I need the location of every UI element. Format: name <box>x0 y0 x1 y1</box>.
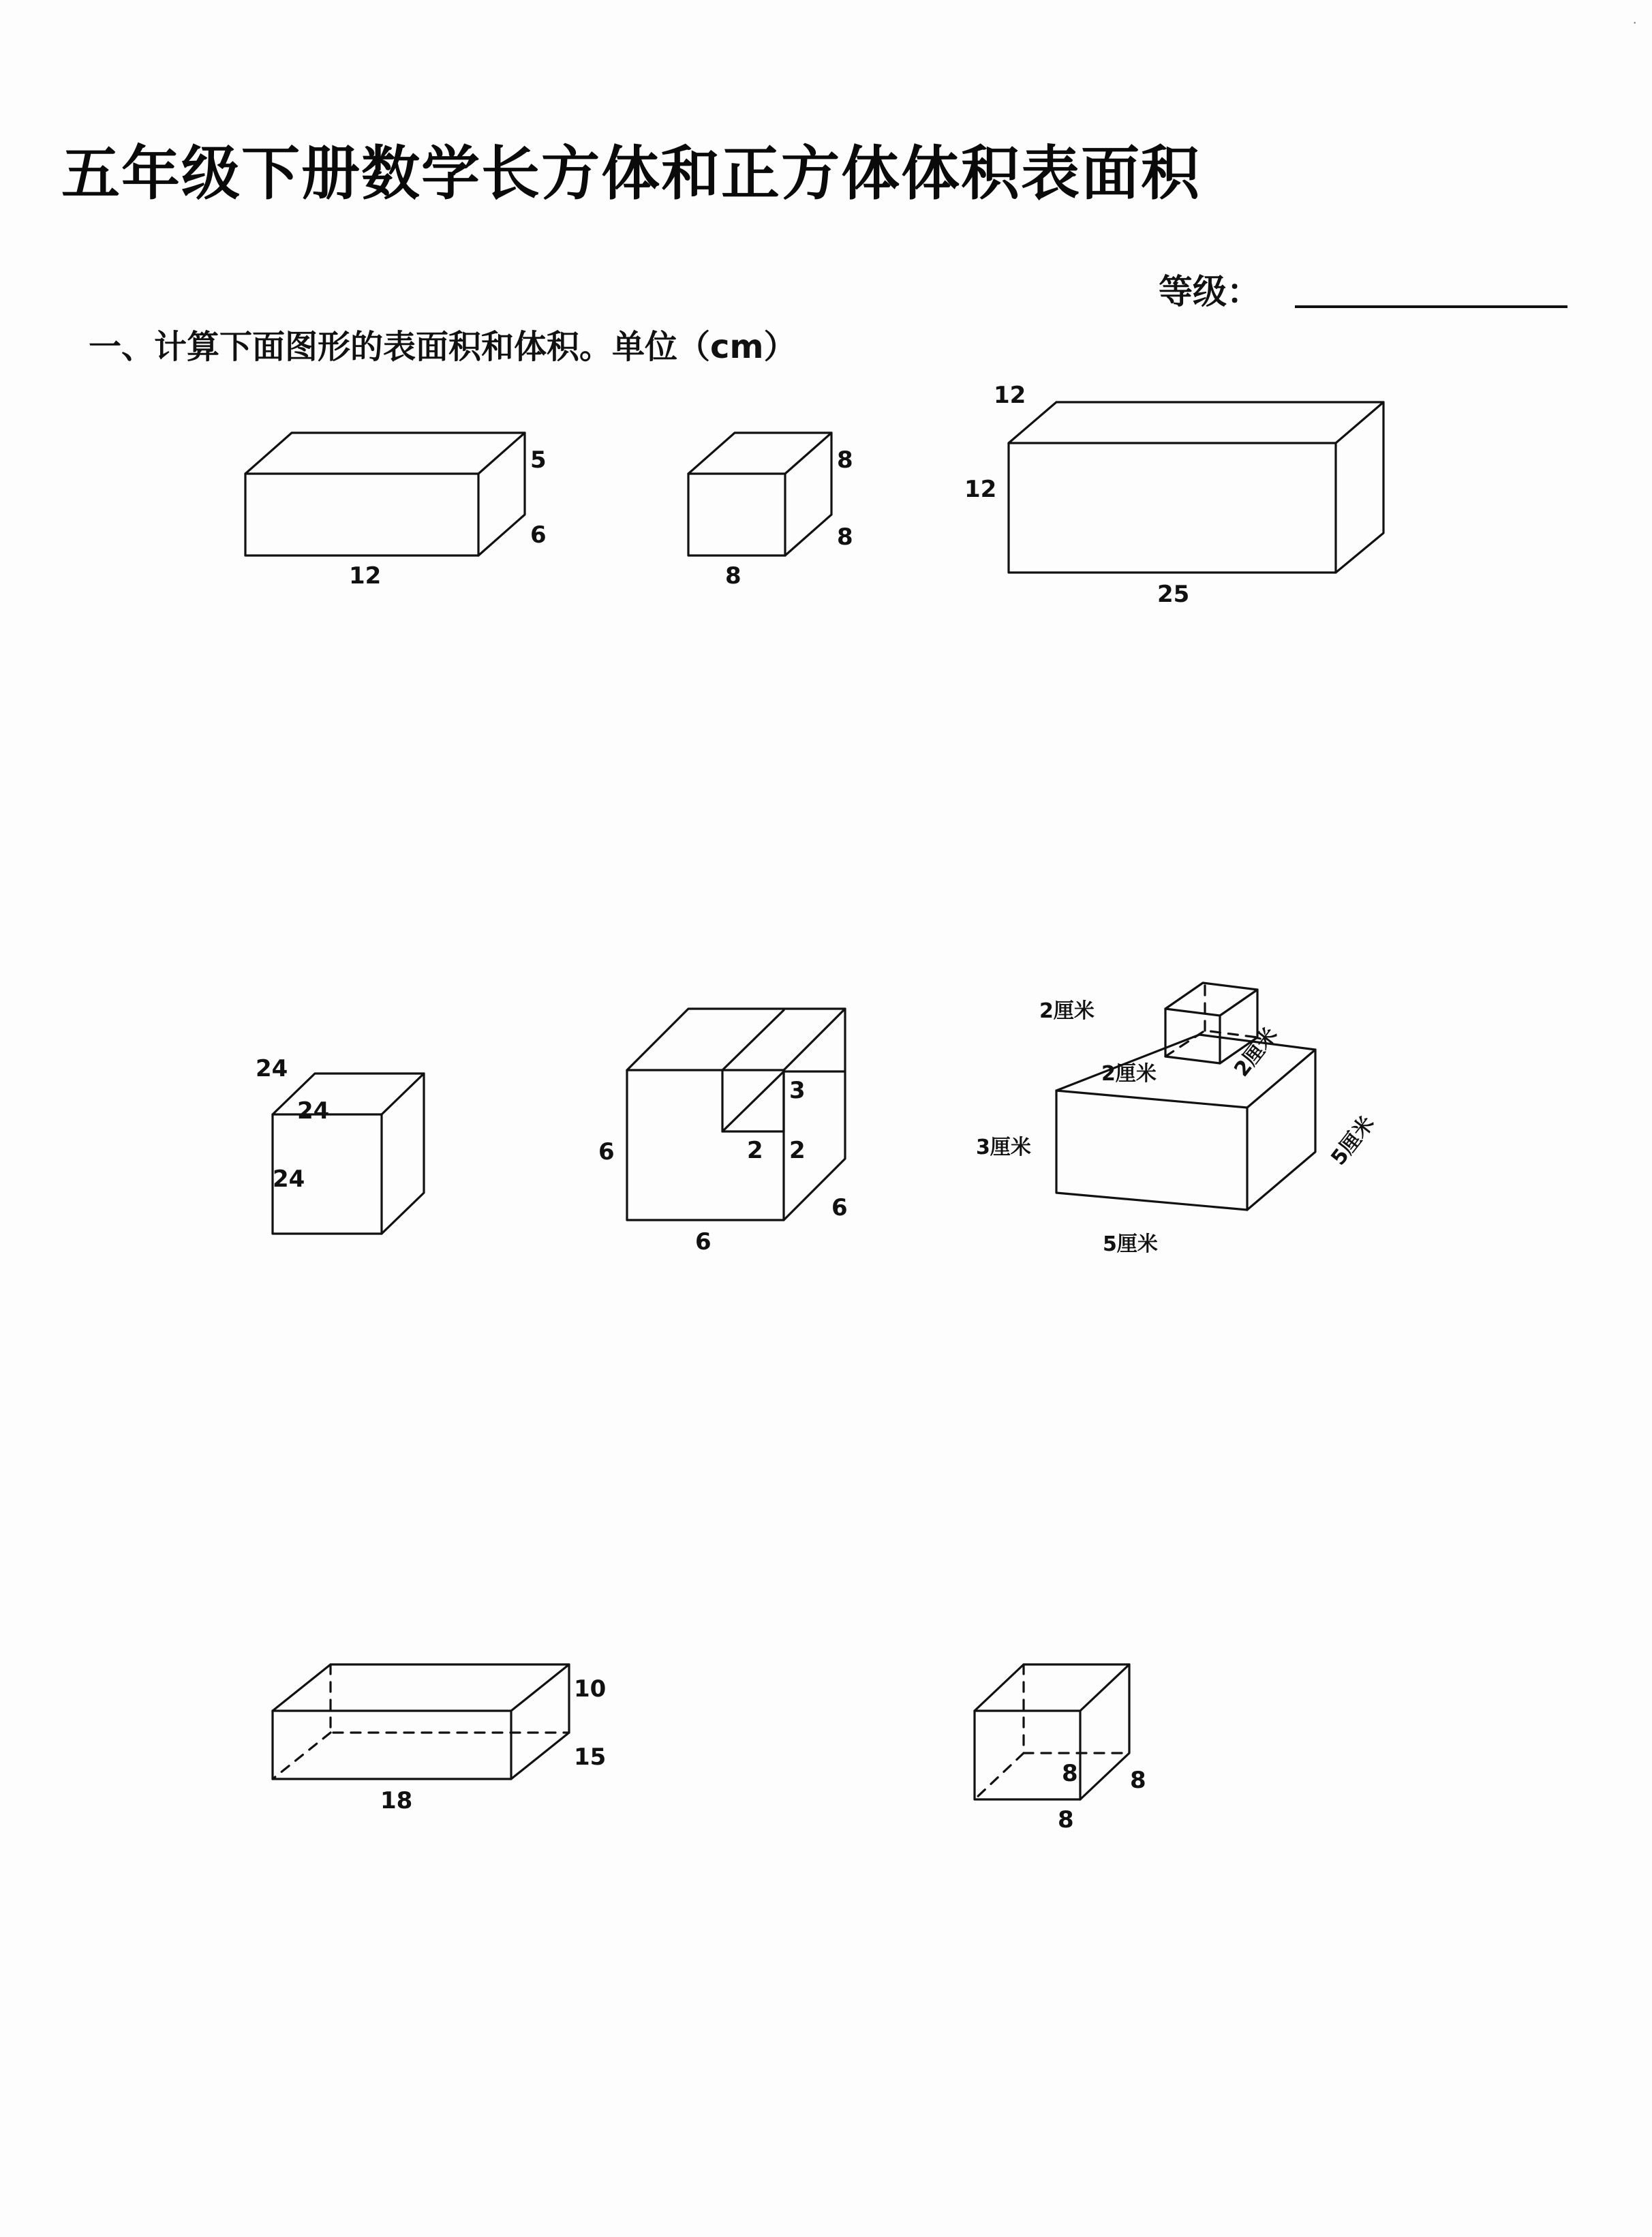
label-length-25: 25 <box>1157 581 1190 608</box>
label-18-depth-15: 15 <box>574 1744 607 1771</box>
label-cube8t-edge-front: 8 <box>1062 1760 1078 1787</box>
page-title: 五年级下册数学长方体和正方体体积表面积 <box>61 140 1201 208</box>
label-notched-height-6: 6 <box>598 1138 615 1166</box>
label-base-front-5cm: 5厘米 <box>1103 1232 1158 1256</box>
label-cube-side-2cm: 2厘米 <box>1229 1023 1283 1082</box>
label-base-height-3cm: 3厘米 <box>976 1136 1031 1159</box>
section-1-heading: 一、计算下面图形的表面积和体积。单位（cm） <box>89 328 797 366</box>
label-base-side-5cm: 5厘米 <box>1326 1112 1379 1170</box>
label-cube-left-2cm: 2厘米 <box>1039 999 1095 1023</box>
grade-blank-line <box>1295 305 1567 308</box>
label-height-5: 5 <box>530 446 547 474</box>
figure-cuboid-18-15-10 <box>259 1643 613 1847</box>
label-cube8-depth: 8 <box>837 523 853 551</box>
label-cube24-edge-side: 24 <box>273 1166 305 1193</box>
label-18-length: 18 <box>380 1787 413 1814</box>
label-cube24-edge-top: 24 <box>256 1055 288 1082</box>
figure-cube-24 <box>256 1036 477 1241</box>
grade-label: 等级： <box>1159 272 1261 311</box>
label-cube8t-edge-bottom: 8 <box>1058 1806 1074 1833</box>
label-notch-height-3: 3 <box>789 1077 806 1104</box>
label-notched-side-6: 6 <box>831 1194 848 1221</box>
label-depth-6: 6 <box>530 521 547 549</box>
label-cube8-height: 8 <box>837 446 853 474</box>
figure-cube-8-transparent <box>961 1643 1179 1847</box>
figure-cube-8 <box>682 409 886 590</box>
label-notch-a-2: 2 <box>747 1137 763 1164</box>
label-25-height-12: 12 <box>964 476 997 503</box>
figure-cuboid-12-6-5 <box>239 409 559 590</box>
label-cube8-length: 8 <box>725 562 741 590</box>
label-length-12: 12 <box>349 562 382 590</box>
figure-cuboid-with-cube-on-top <box>976 954 1397 1295</box>
label-notch-b-2: 2 <box>789 1137 806 1164</box>
figure-cuboid-25-12-12 <box>964 382 1431 620</box>
page-corner-mark: · <box>1632 15 1637 30</box>
label-notched-front-6: 6 <box>695 1228 712 1256</box>
label-25-top-12: 12 <box>994 382 1026 409</box>
label-cube24-edge-front: 24 <box>297 1097 330 1125</box>
label-cube-front-2cm: 2厘米 <box>1101 1062 1157 1086</box>
label-cube8t-edge-side: 8 <box>1130 1767 1146 1794</box>
label-18-height-10: 10 <box>574 1675 607 1703</box>
figure-cuboid-notched-6 <box>598 968 913 1268</box>
